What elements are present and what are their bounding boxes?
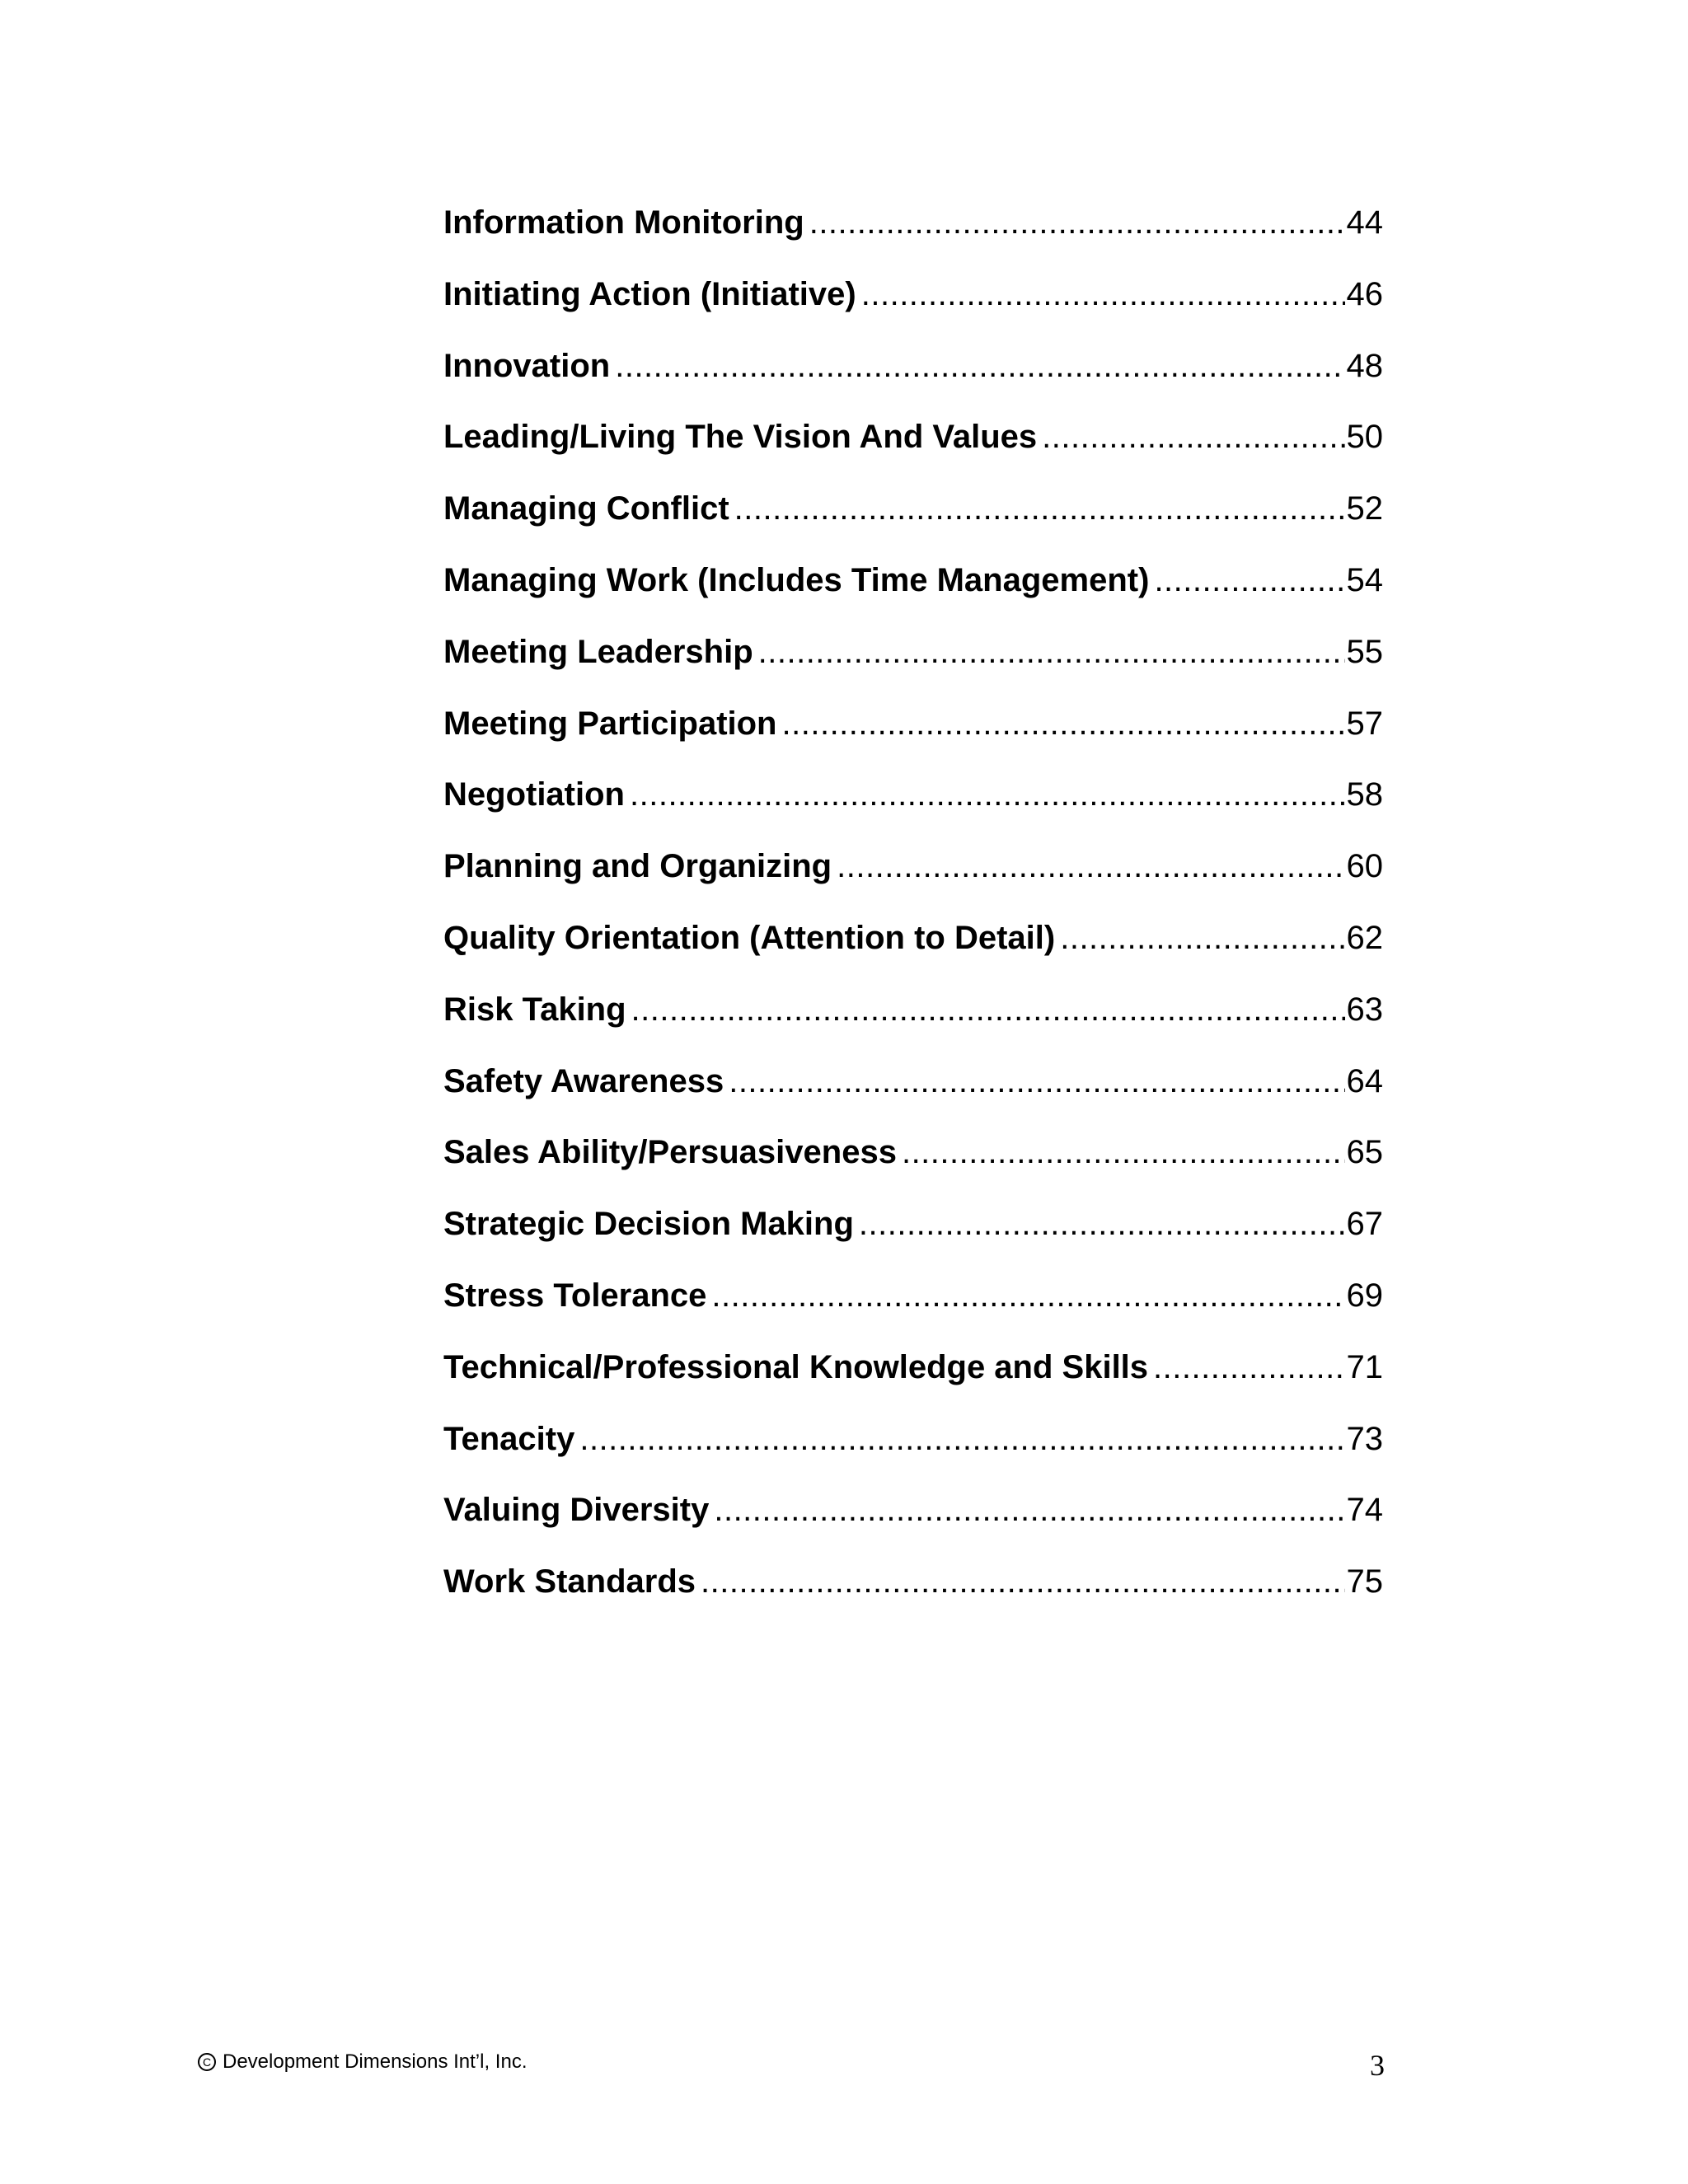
- toc-entry-page: 60: [1346, 848, 1383, 885]
- toc-dot-leader: [579, 1414, 1344, 1464]
- toc-entry-page: 57: [1346, 705, 1383, 742]
- toc-dot-leader: [861, 269, 1345, 319]
- toc-entry-title: Work Standards: [443, 1563, 696, 1601]
- toc-entry-page: 62: [1346, 919, 1383, 956]
- toc-entry[interactable]: [443, 627, 1383, 699]
- toc-entry-page: 55: [1346, 633, 1383, 670]
- toc-dot-leader: [630, 770, 1345, 819]
- toc-entry-page: 69: [1346, 1277, 1383, 1314]
- toc-entry-title: Managing Work (Includes Time Management): [443, 561, 1150, 598]
- toc-entry-title: Technical/Professional Knowledge and Skills: [443, 1348, 1149, 1385]
- toc-entry[interactable]: [443, 1271, 1383, 1343]
- toc-entry-page: 63: [1346, 991, 1383, 1028]
- toc-entry[interactable]: [443, 484, 1383, 555]
- toc-entry-page: 67: [1346, 1206, 1383, 1243]
- toc-entry-title: Meeting Leadership: [443, 633, 753, 670]
- toc-entry-page: 71: [1346, 1348, 1383, 1385]
- toc-dot-leader: [782, 699, 1345, 748]
- toc-entry[interactable]: [443, 985, 1383, 1057]
- toc-entry-page: 58: [1346, 776, 1383, 813]
- toc-entry-page: 50: [1346, 419, 1383, 456]
- toc-dot-leader: [837, 841, 1344, 891]
- toc-entry[interactable]: [443, 341, 1383, 413]
- toc-dot-leader: [701, 1557, 1345, 1606]
- copyright-icon: C: [198, 2053, 216, 2071]
- toc-dot-leader: [631, 985, 1345, 1034]
- toc-entry[interactable]: [443, 555, 1383, 627]
- toc-entry[interactable]: [443, 1057, 1383, 1128]
- toc-entry-title: Managing Conflict: [443, 490, 729, 527]
- toc-dot-leader: [1042, 412, 1344, 462]
- toc-dot-leader: [859, 1199, 1345, 1249]
- toc-entry-title: Quality Orientation (Attention to Detail): [443, 919, 1056, 956]
- toc-entry[interactable]: [443, 1343, 1383, 1414]
- page-number: 3: [1370, 2049, 1385, 2082]
- toc-entry-title: Strategic Decision Making: [443, 1206, 854, 1243]
- copyright-text: Development Dimensions Int’l, Inc.: [223, 2050, 528, 2073]
- toc-entry-title: Negotiation: [443, 776, 625, 813]
- toc-entry-page: 44: [1346, 204, 1383, 241]
- toc-entry-title: Safety Awareness: [443, 1062, 724, 1099]
- toc-entry-title: Sales Ability/Persuasiveness: [443, 1134, 897, 1171]
- toc-entry[interactable]: [443, 699, 1383, 771]
- toc-dot-leader: [714, 1485, 1344, 1535]
- toc-dot-leader: [758, 627, 1345, 677]
- toc-dot-leader: [809, 198, 1345, 247]
- toc-dot-leader: [734, 484, 1345, 533]
- toc-entry[interactable]: [443, 1414, 1383, 1486]
- toc-entry-title: Valuing Diversity: [443, 1492, 710, 1529]
- toc-entry[interactable]: [443, 913, 1383, 985]
- toc-entry[interactable]: [443, 412, 1383, 484]
- toc-entry[interactable]: [443, 770, 1383, 841]
- toc-entry-page: 73: [1346, 1420, 1383, 1457]
- toc-entry-title: Tenacity: [443, 1420, 575, 1457]
- toc-entry-title: Innovation: [443, 347, 611, 384]
- toc-entry-page: 64: [1346, 1062, 1383, 1099]
- toc-entry[interactable]: [443, 198, 1383, 269]
- toc-entry[interactable]: [443, 841, 1383, 913]
- toc-entry-title: Initiating Action (Initiative): [443, 275, 856, 312]
- toc-entry-title: Planning and Organizing: [443, 848, 832, 885]
- toc-entry-title: Information Monitoring: [443, 204, 804, 241]
- toc-dot-leader: [1154, 555, 1344, 605]
- toc-entry[interactable]: [443, 269, 1383, 341]
- toc-entry-page: 46: [1346, 275, 1383, 312]
- toc-dot-leader: [729, 1057, 1344, 1106]
- toc-entry[interactable]: [443, 1127, 1383, 1199]
- table-of-contents: [443, 198, 1383, 1629]
- toc-entry-page: 52: [1346, 490, 1383, 527]
- toc-entry-page: 54: [1346, 561, 1383, 598]
- toc-dot-leader: [1060, 913, 1344, 963]
- toc-entry[interactable]: [443, 1485, 1383, 1557]
- toc-entry-title: Risk Taking: [443, 991, 626, 1028]
- toc-dot-leader: [1153, 1343, 1344, 1392]
- toc-entry-title: Leading/Living The Vision And Values: [443, 419, 1038, 456]
- toc-dot-leader: [615, 341, 1344, 391]
- toc-dot-leader: [711, 1271, 1344, 1320]
- toc-entry-page: 74: [1346, 1492, 1383, 1529]
- toc-entry-page: 75: [1346, 1563, 1383, 1601]
- toc-entry[interactable]: [443, 1199, 1383, 1271]
- toc-entry[interactable]: [443, 1557, 1383, 1629]
- toc-entry-title: Stress Tolerance: [443, 1277, 707, 1314]
- toc-entry-page: 65: [1346, 1134, 1383, 1171]
- toc-dot-leader: [902, 1127, 1345, 1177]
- copyright-notice: [198, 2047, 528, 2077]
- toc-entry-page: 48: [1346, 347, 1383, 384]
- page-footer: [198, 2047, 1385, 2097]
- toc-entry-title: Meeting Participation: [443, 705, 777, 742]
